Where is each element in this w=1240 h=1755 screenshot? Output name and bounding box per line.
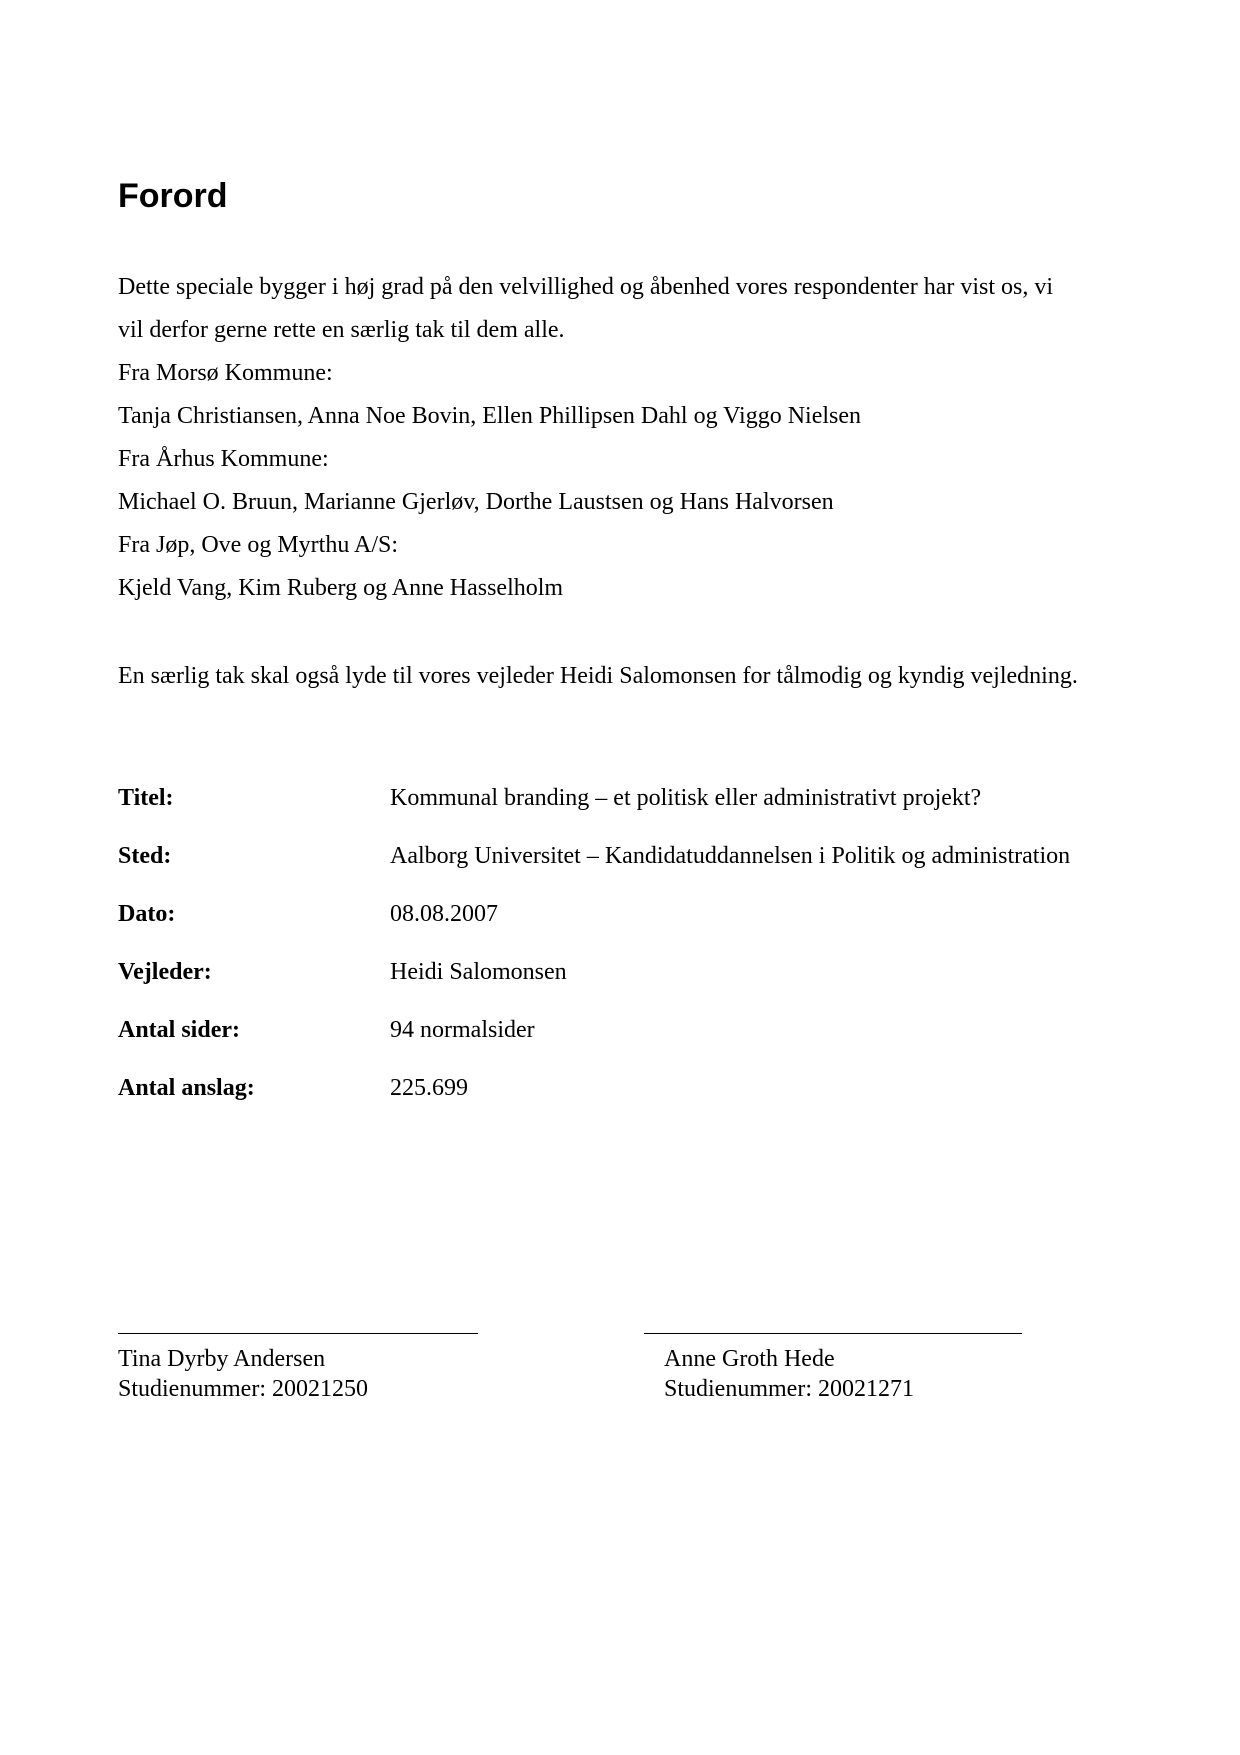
intro-line: Fra Århus Kommune: [118, 446, 329, 472]
meta-row-pages [118, 1015, 1168, 1073]
meta-row-characters [118, 1073, 1168, 1131]
meta-value: Kommunal branding – et politisk eller administrativt projekt? [390, 785, 982, 811]
meta-row-place [118, 841, 1168, 899]
student-number: Studienummer: 20021271 [664, 1376, 914, 1402]
intro-line: Fra Jøp, Ove og Myrthu A/S: [118, 532, 399, 558]
signature-block-right [644, 1333, 1022, 1404]
intro-line: Kjeld Vang, Kim Ruberg og Anne Hasselholm [118, 575, 564, 601]
intro-line: Fra Morsø Kommune: [118, 360, 333, 386]
meta-value: 94 normalsider [390, 1017, 535, 1043]
student-number: Studienummer: 20021250 [118, 1376, 368, 1402]
signature-text [644, 1344, 1022, 1404]
meta-label: Vejleder: [118, 959, 212, 985]
author-name: Tina Dyrby Andersen [118, 1346, 326, 1372]
page-title: Forord [118, 177, 228, 215]
signature-line [644, 1333, 1022, 1334]
author-name: Anne Groth Hede [664, 1346, 835, 1372]
meta-value: Heidi Salomonsen [390, 959, 567, 985]
intro-line: Michael O. Bruun, Marianne Gjerløv, Dorthe Laustsen og Hans Halvorsen [118, 489, 834, 515]
acknowledgement-paragraph [118, 266, 1148, 610]
meta-row-title [118, 783, 1168, 841]
meta-label: Dato: [118, 901, 176, 927]
intro-line: Dette speciale bygger i høj grad på den velvillighed og åbenhed vores respondenter har vist os, vi [118, 274, 1054, 300]
signature-text [118, 1344, 478, 1404]
meta-label: Antal sider: [118, 1017, 240, 1043]
intro-line: Tanja Christiansen, Anna Noe Bovin, Ellen Phillipsen Dahl og Viggo Nielsen [118, 403, 862, 429]
meta-value: Aalborg Universitet – Kandidatuddannelsen i Politik og administration [390, 843, 1071, 869]
meta-label: Antal anslag: [118, 1075, 255, 1101]
meta-value: 08.08.2007 [390, 901, 498, 927]
meta-row-supervisor [118, 957, 1168, 1015]
meta-value: 225.699 [390, 1075, 468, 1101]
thesis-metadata [118, 783, 1168, 1131]
supervisor-thanks: En særlig tak skal også lyde til vores vejleder Heidi Salomonsen for tålmodig og kyndig vejledning. [118, 663, 1078, 689]
signature-line [118, 1333, 478, 1334]
intro-line: vil derfor gerne rette en særlig tak til dem alle. [118, 317, 565, 343]
signature-block-left [118, 1333, 478, 1404]
meta-label: Sted: [118, 843, 172, 869]
meta-row-date [118, 899, 1168, 957]
meta-label: Titel: [118, 785, 174, 811]
